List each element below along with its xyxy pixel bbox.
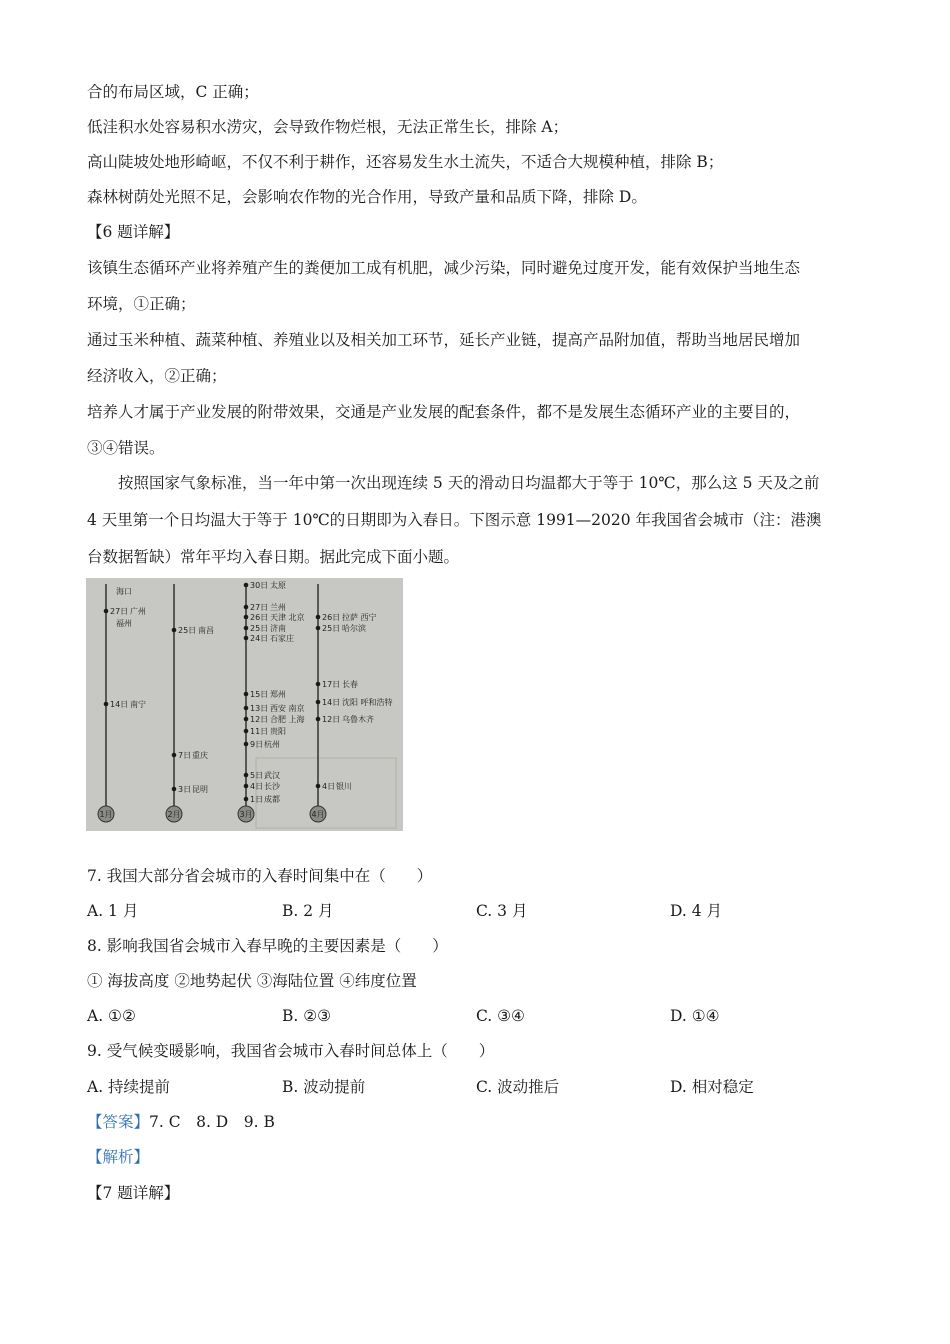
date-marker [104, 702, 109, 707]
answer-label: 【答案】 [87, 1113, 150, 1131]
city-label: 南宁 [130, 700, 146, 709]
q7-option-d[interactable]: D. 4 月 [670, 902, 723, 920]
answer-line [87, 1111, 275, 1133]
month-label: 2月 [167, 810, 181, 819]
day-label: 27日 [110, 607, 129, 616]
q9-option-d[interactable]: D. 相对稳定 [670, 1078, 754, 1096]
city-label: 哈尔滨 [342, 624, 366, 633]
day-label: 14日 [110, 700, 129, 709]
day-label: 14日 [322, 698, 341, 707]
q7-option-b[interactable]: B. 2 月 [282, 902, 334, 920]
date-marker [244, 784, 249, 789]
spring-onset-figure [86, 578, 403, 831]
day-label: 13日 [250, 704, 269, 713]
q9-option-a[interactable]: A. 持续提前 [87, 1078, 171, 1096]
city-label: 石家庄 [270, 634, 294, 643]
q8-option-c[interactable]: C. ③④ [476, 1007, 525, 1025]
city-label: 昆明 [192, 785, 208, 794]
city-label: 海口 [116, 587, 132, 596]
date-marker [244, 636, 249, 641]
day-label: 27日 [250, 603, 269, 612]
date-marker [316, 615, 321, 620]
l10: 培养人才属于产业发展的附带效果，交通是产业发展的配套条件，都不是发展生态循环产业的主要目的， [87, 403, 801, 421]
city-label: 长春 [342, 680, 358, 689]
date-marker [172, 753, 177, 758]
city-label: 福州 [116, 619, 132, 628]
date-marker [244, 742, 249, 747]
q7-option-c[interactable]: C. 3 月 [476, 902, 528, 920]
city-label: 郑州 [270, 690, 286, 699]
day-label: 3日 [178, 785, 192, 794]
city-label: 沈阳 呼和浩特 [342, 698, 393, 707]
l3: 高山陡坡处地形崎岖，不仅不利于耕作，还容易发生水土流失，不适合大规模种植，排除 B； [87, 153, 724, 171]
day-label: 26日 [322, 613, 341, 622]
l11: ③④错误。 [87, 439, 165, 457]
q8-option-d[interactable]: D. ①④ [670, 1007, 720, 1025]
city-label: 太原 [270, 581, 286, 590]
day-label: 17日 [322, 680, 341, 689]
day-label: 25日 [250, 624, 269, 633]
city-label: 济南 [270, 624, 286, 633]
date-marker [172, 787, 177, 792]
day-label: 4日 [322, 782, 336, 791]
day-label: 25日 [322, 624, 341, 633]
question-8: 8. 影响我国省会城市入春早晚的主要因素是（ ） [87, 937, 448, 955]
city-label: 西安 南京 [270, 704, 305, 713]
q7-option-a[interactable]: A. 1 月 [87, 902, 139, 920]
l13: 4 天里第一个日均温大于等于 10℃的日期即为入春日。下图示意 1991—2020 年我国省会城市（注：港澳 [87, 511, 822, 529]
day-label: 7日 [178, 751, 192, 760]
date-marker [244, 615, 249, 620]
date-marker [316, 682, 321, 687]
question-9: 9. 受气候变暖影响，我国省会城市入春时间总体上（ ） [87, 1042, 495, 1060]
day-label: 5日 [250, 771, 264, 780]
l7: 环境，①正确； [87, 295, 196, 313]
city-label: 贵阳 [270, 727, 286, 736]
date-marker [244, 729, 249, 734]
city-label: 银川 [336, 782, 352, 791]
day-label: 25日 [178, 626, 197, 635]
analysis-label: 【解析】 [87, 1148, 150, 1166]
city-label: 长沙 [264, 782, 280, 791]
l12: 按照国家气象标准，当一年中第一次出现连续 5 天的滑动日均温都大于等于 10℃，那么这 5 天及之前 [87, 474, 820, 492]
city-label: 天津 北京 [270, 613, 305, 622]
date-marker [104, 609, 109, 614]
day-label: 15日 [250, 690, 269, 699]
l1: 合的布局区域，C 正确； [87, 83, 259, 101]
day-label: 1日 [250, 795, 264, 804]
city-label: 武汉 [264, 771, 280, 780]
question-7: 7. 我国大部分省会城市的入春时间集中在（ ） [87, 867, 433, 885]
day-label: 12日 [322, 715, 341, 724]
month-label: 4月 [311, 810, 325, 819]
l6: 该镇生态循环产业将养殖产生的粪便加工成有机肥，减少污染，同时避免过度开发，能有效保护当地生态 [87, 259, 801, 277]
date-marker [244, 583, 249, 588]
section-7-heading: 【7 题详解】 [87, 1184, 180, 1202]
q8-option-b[interactable]: B. ②③ [282, 1007, 332, 1025]
date-marker [244, 773, 249, 778]
date-marker [244, 692, 249, 697]
day-label: 12日 [250, 715, 269, 724]
l14: 台数据暂缺）常年平均入春日期。据此完成下面小题。 [87, 548, 460, 566]
date-marker [172, 628, 177, 633]
l8: 通过玉米种植、蔬菜种植、养殖业以及相关加工环节，延长产业链，提高产品附加值，帮助当地居民增加 [87, 331, 801, 349]
q8-option-a[interactable]: A. ①② [87, 1007, 136, 1025]
city-label: 南昌 [198, 626, 214, 635]
city-label: 广州 [130, 607, 146, 616]
date-marker [316, 784, 321, 789]
l9: 经济收入，②正确； [87, 367, 227, 385]
day-label: 11日 [250, 727, 269, 736]
date-marker [244, 605, 249, 610]
date-marker [244, 626, 249, 631]
month-label: 1月 [99, 810, 113, 819]
day-label: 9日 [250, 740, 264, 749]
day-label: 30日 [250, 581, 269, 590]
city-label: 乌鲁木齐 [342, 715, 374, 724]
day-label: 4日 [250, 782, 264, 791]
date-marker [244, 797, 249, 802]
q8-items: ① 海拔高度 ②地势起伏 ③海陆位置 ④纬度位置 [87, 972, 417, 990]
q9-option-c[interactable]: C. 波动推后 [476, 1078, 560, 1096]
city-label: 成都 [264, 795, 280, 804]
section-6-heading: 【6 题详解】 [87, 223, 180, 241]
date-marker [316, 700, 321, 705]
q9-option-b[interactable]: B. 波动提前 [282, 1078, 366, 1096]
city-label: 拉萨 西宁 [342, 613, 377, 622]
date-marker [244, 717, 249, 722]
spring-onset-diagram [86, 578, 403, 831]
city-label: 重庆 [192, 751, 208, 760]
city-label: 兰州 [270, 603, 286, 612]
answer-value: 7. C 8. D 9. B [149, 1113, 275, 1131]
date-marker [316, 717, 321, 722]
day-label: 24日 [250, 634, 269, 643]
date-marker [316, 626, 321, 631]
l2: 低洼积水处容易积水涝灾，会导致作物烂根，无法正常生长，排除 A； [87, 118, 569, 136]
l4: 森林树荫处光照不足，会影响农作物的光合作用，导致产量和品质下降，排除 D。 [87, 188, 647, 206]
city-label: 杭州 [264, 740, 280, 749]
city-label: 合肥 上海 [270, 715, 305, 724]
month-label: 3月 [239, 810, 253, 819]
date-marker [244, 706, 249, 711]
day-label: 26日 [250, 613, 269, 622]
